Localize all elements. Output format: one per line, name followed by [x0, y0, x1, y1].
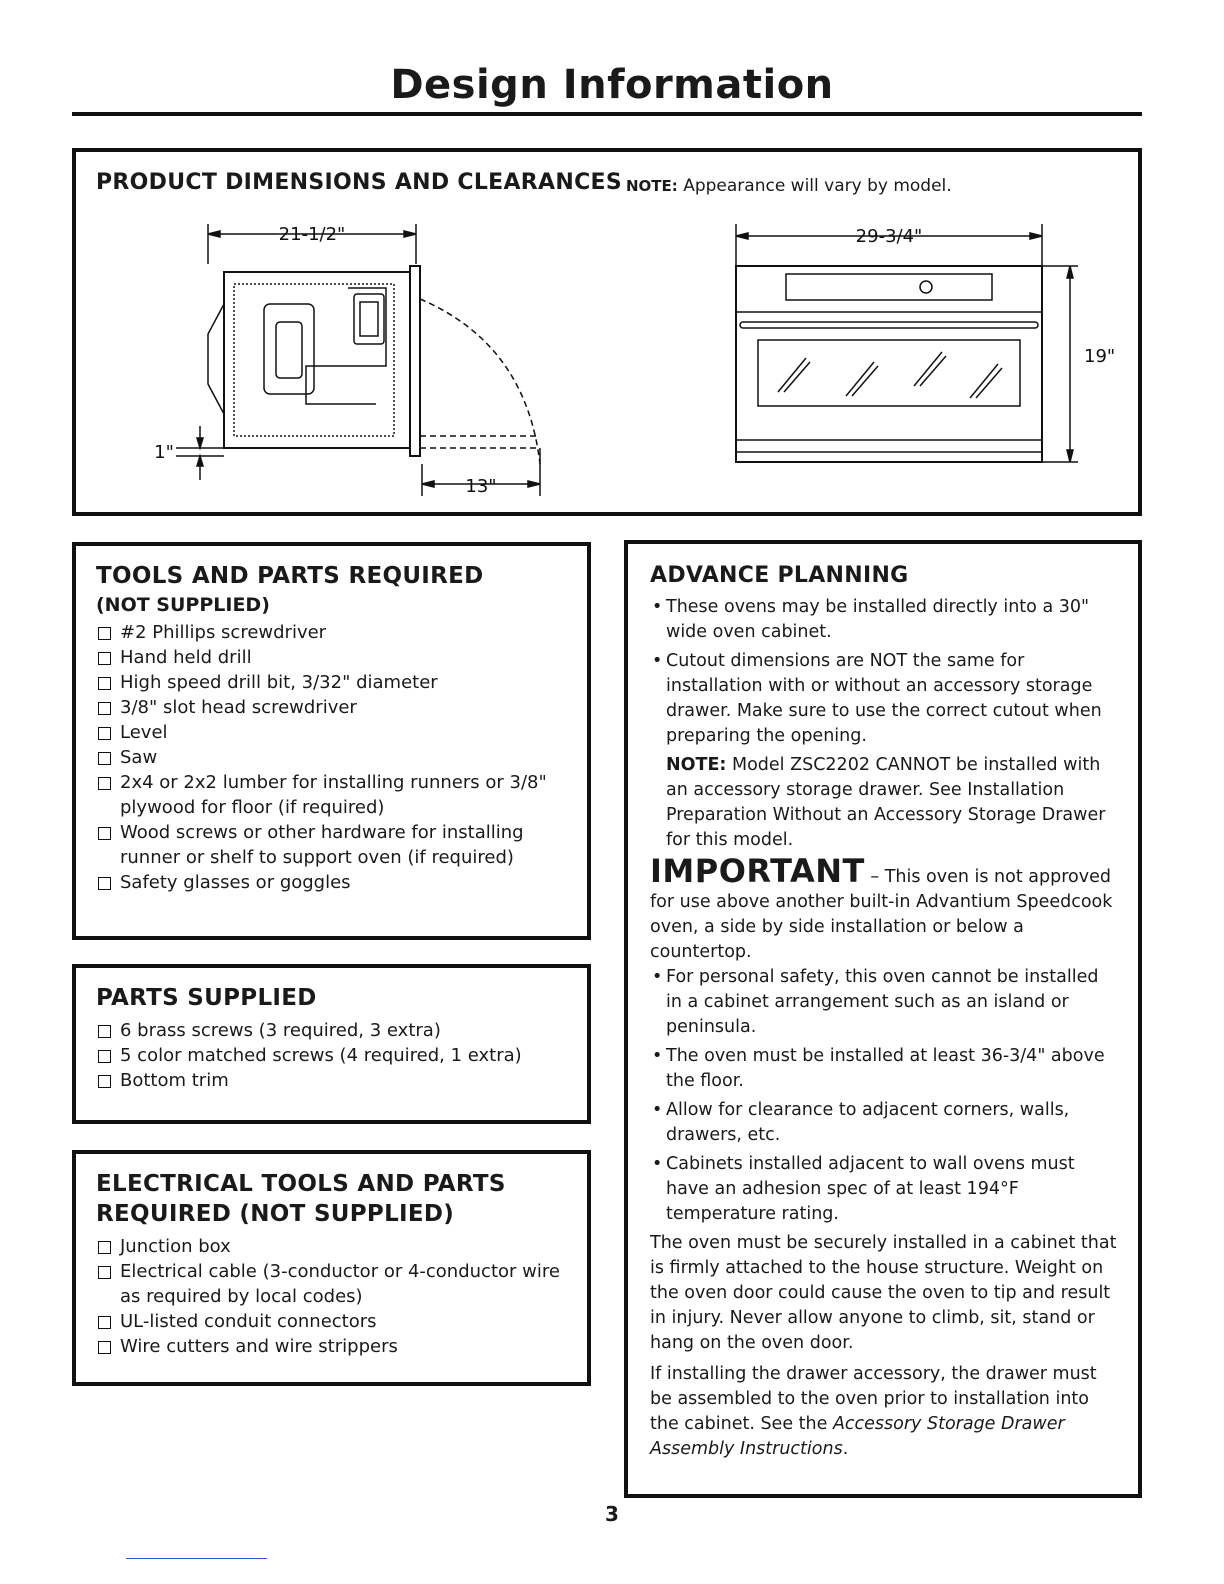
electrical-section: [72, 1150, 591, 1386]
planning-note: [666, 753, 1118, 853]
tools-section: [72, 542, 591, 940]
title-rule: [72, 112, 1142, 116]
dim-front-width: 29-3/4": [855, 226, 923, 247]
drawer-text: If installing the drawer accessory, the drawer must be assembled to the oven prior to installation into the cabinet. See the: [650, 1363, 1097, 1434]
bullet-item: • The oven must be installed at least 36-3/4" above the floor.: [650, 1044, 1118, 1094]
footer-rule: [126, 1558, 267, 1559]
checklist-item: High speed drill bit, 3/32" diameter: [96, 670, 567, 695]
bullet-item: • Cutout dimensions are NOT the same for installation with or without an accessory storage drawer. Make sure to use the correct cutout when preparing the opening.: [650, 649, 1118, 749]
planning-note-text: Model ZSC2202 CANNOT be installed with an accessory storage drawer. See Installation Preparation Without an Accessory Storage Drawer for this model.: [666, 754, 1106, 850]
checklist-item: 6 brass screws (3 required, 3 extra): [96, 1018, 567, 1043]
checklist-item: Level: [96, 720, 567, 745]
dim-door-swing: 13": [465, 476, 497, 497]
checklist-item: #2 Phillips screwdriver: [96, 620, 567, 645]
checklist-item: Saw: [96, 745, 567, 770]
planning-list: [650, 595, 1118, 749]
important-list: [650, 965, 1118, 1227]
tools-subheading: (NOT SUPPLIED): [96, 593, 270, 616]
checklist-item: 5 color matched screws (4 required, 1 extra): [96, 1043, 567, 1068]
important-block: [650, 851, 1118, 965]
page-number: 3: [605, 1502, 619, 1526]
side-view-diagram: [136, 204, 636, 504]
drawer-text-end: .: [842, 1438, 849, 1459]
drawer-instructions-ref: Accessory Storage Drawer Assembly Instructions: [650, 1413, 1065, 1459]
page-title: Design Information: [390, 62, 834, 108]
bullet-item: • These ovens may be installed directly into a 30" wide oven cabinet.: [650, 595, 1118, 645]
checklist-item: Wire cutters and wire strippers: [96, 1334, 567, 1359]
dim-front-height: 19": [1084, 346, 1116, 367]
planning-heading: ADVANCE PLANNING: [650, 563, 909, 588]
important-text: – This oven is not approved for use above another built-in Advantium Speedcook oven, a side by side installation or below a countertop.: [650, 866, 1113, 962]
parts-section: [72, 964, 591, 1124]
checklist-item: Wood screws or other hardware for installing runner or shelf to support oven (if required): [96, 820, 567, 870]
dim-side-width: 21-1/2": [278, 224, 346, 245]
checklist-item: UL-listed conduit connectors: [96, 1309, 567, 1334]
important-word: IMPORTANT: [650, 851, 865, 890]
checklist-item: Junction box: [96, 1234, 567, 1259]
checklist-item: Electrical cable (3-conductor or 4-conductor wire as required by local codes): [96, 1259, 567, 1309]
checklist-item: 2x4 or 2x2 lumber for installing runners or 3/8" plywood for floor (if required): [96, 770, 567, 820]
dimensions-section: [72, 148, 1142, 516]
planning-section: [624, 540, 1142, 1498]
note-text: Appearance will vary by model.: [683, 176, 952, 196]
bullet-item: • For personal safety, this oven cannot be installed in a cabinet arrangement such as an island or peninsula.: [650, 965, 1118, 1040]
parts-list: [96, 1018, 567, 1093]
checklist-item: Safety glasses or goggles: [96, 870, 567, 895]
bullet-item: • Cabinets installed adjacent to wall ovens must have an adhesion spec of at least 194°F temperature rating.: [650, 1152, 1118, 1227]
checklist-item: Hand held drill: [96, 645, 567, 670]
dimensions-heading: PRODUCT DIMENSIONS AND CLEARANCES: [96, 170, 623, 195]
checklist-item: Bottom trim: [96, 1068, 567, 1093]
planning-note-label: NOTE:: [666, 754, 727, 775]
tools-heading: TOOLS AND PARTS REQUIRED: [96, 563, 484, 589]
bullet-item: • Allow for clearance to adjacent corners, walls, drawers, etc.: [650, 1098, 1118, 1148]
tools-list: [96, 620, 567, 895]
front-view-diagram: [706, 216, 1116, 486]
checklist-item: 3/8" slot head screwdriver: [96, 695, 567, 720]
note-label: NOTE:: [626, 177, 678, 195]
drawer-paragraph: [650, 1362, 1118, 1462]
dimensions-note: [626, 176, 952, 196]
electrical-list: [96, 1234, 567, 1359]
parts-heading: PARTS SUPPLIED: [96, 985, 317, 1011]
dim-bottom-clearance: 1": [154, 442, 174, 463]
electrical-heading: ELECTRICAL TOOLS AND PARTS REQUIRED (NOT SUPPLIED): [96, 1171, 506, 1227]
warning-paragraph: The oven must be securely installed in a cabinet that is firmly attached to the house structure. Weight on the oven door could cause the oven to tip and result in injury. Never allow anyone to climb, sit, stand or hang on the oven door.: [650, 1232, 1117, 1353]
